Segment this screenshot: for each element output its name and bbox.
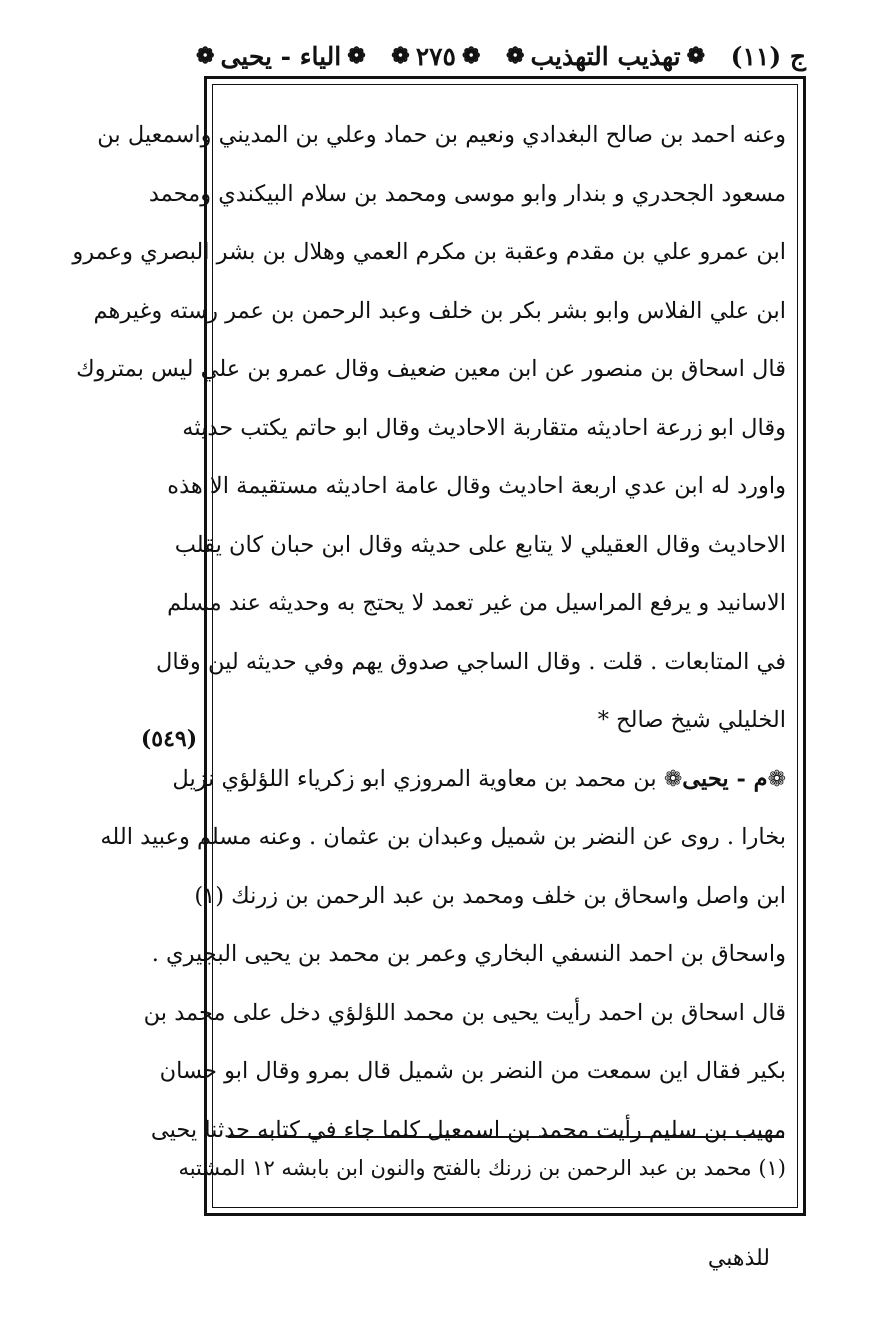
text-line: بخارا . روى عن النضر بن شميل وعبدان بن عثمان . وعنه مسلم وعبيد الله <box>100 824 786 850</box>
ornament-icon: ❁ <box>391 43 410 69</box>
text-line: ابن علي الفلاس وابو بشر بكر بن خلف وعبد الرحمن بن عمر رسته وغيرهم <box>93 297 786 324</box>
text-line: الاسانيد و يرفع المراسيل من غير تعمد لا يحتج به وحديثه عند مسلم <box>167 590 786 616</box>
footnote-divider <box>228 1136 784 1138</box>
entry-first-line <box>172 750 786 809</box>
entry-text: بن محمد بن معاوية المروزي ابو زكرياء اللؤلؤي نزيل <box>172 765 657 792</box>
section-title: الياء - يحيى <box>220 41 342 71</box>
ornament-icon: ❁ <box>767 766 786 792</box>
text-line: الاحاديث وقال العقيلي لا يتابع على حديثه وقال ابن حبان كان يقلب <box>174 531 786 558</box>
entry-heading: م - يحيى <box>682 765 768 792</box>
page-number: ٢٧٥ <box>415 41 456 71</box>
footnote: (١) محمد بن عبد الرحمن بن زرنك بالفتح والنون ابن بابشه ١٢ المشتبه <box>178 1156 786 1180</box>
ornament-icon: ❁ <box>196 43 215 69</box>
ornament-icon: ❁ <box>686 43 705 69</box>
text-line: قال اسحاق بن منصور عن ابن معين ضعيف وقال عمرو بن علي ليس بمتروك <box>76 356 786 382</box>
text-line: مهيب بن سليم رأيت محمد بن اسمعيل كلما جاء في كتابه حدثنا يحيى <box>150 1116 786 1143</box>
ornament-icon: ❁ <box>461 43 481 69</box>
page-header <box>196 36 806 76</box>
text-line: بكير فقال اين سمعت من النضر بن شميل قال بمرو وقال ابو حسان <box>159 1058 786 1084</box>
book-title: تهذيب التهذيب <box>530 41 681 71</box>
text-line: ابن واصل واسحاق بن خلف ومحمد بن عبد الرحمن بن زرنك (١) <box>194 882 786 909</box>
text-line: ابن عمرو علي بن مقدم وعقبة بن مكرم العمي وهلال بن بشر البصري وعمرو <box>72 239 786 265</box>
section-title-group <box>196 42 366 71</box>
text-line: مسعود الجحدري و بندار وابو موسى ومحمد بن سلام البيكندي ومحمد <box>148 180 786 207</box>
entry-number: (٥٤٩) <box>140 726 198 752</box>
text-line: وعنه احمد بن صالح البغدادي ونعيم بن حماد وعلي بن المديني واسمعيل بن <box>97 122 786 148</box>
footnote-continuation: للذهبي <box>707 1246 770 1271</box>
text-line: واورد له ابن عدي اربعة احاديث وقال عامة احاديثه مستقيمة الا هذه <box>167 473 786 499</box>
ornament-icon: ❁ <box>347 43 366 69</box>
ornament-icon: ❁ <box>506 43 525 69</box>
book-title-group <box>506 42 705 71</box>
page-number-group <box>391 42 480 71</box>
text-line: وقال ابو زرعة احاديثه متقاربة الاحاديث وقال ابو حاتم يكتب حديثه <box>182 414 786 441</box>
ornament-icon: ❁ <box>663 766 683 792</box>
text-line: في المتابعات . قلت . وقال الساجي صدوق يهم وفي حديثه لين وقال <box>155 648 786 675</box>
text-line: الخليلي شيخ صالح * <box>597 707 786 733</box>
text-line: قال اسحاق بن احمد رأيت يحيى بن محمد اللؤلؤي دخل على محمد بن <box>143 999 786 1026</box>
volume-label: ج (١١) <box>730 41 806 71</box>
text-line: واسحاق بن احمد النسفي البخاري وعمر بن محمد بن يحيى البجيري . <box>151 941 786 967</box>
